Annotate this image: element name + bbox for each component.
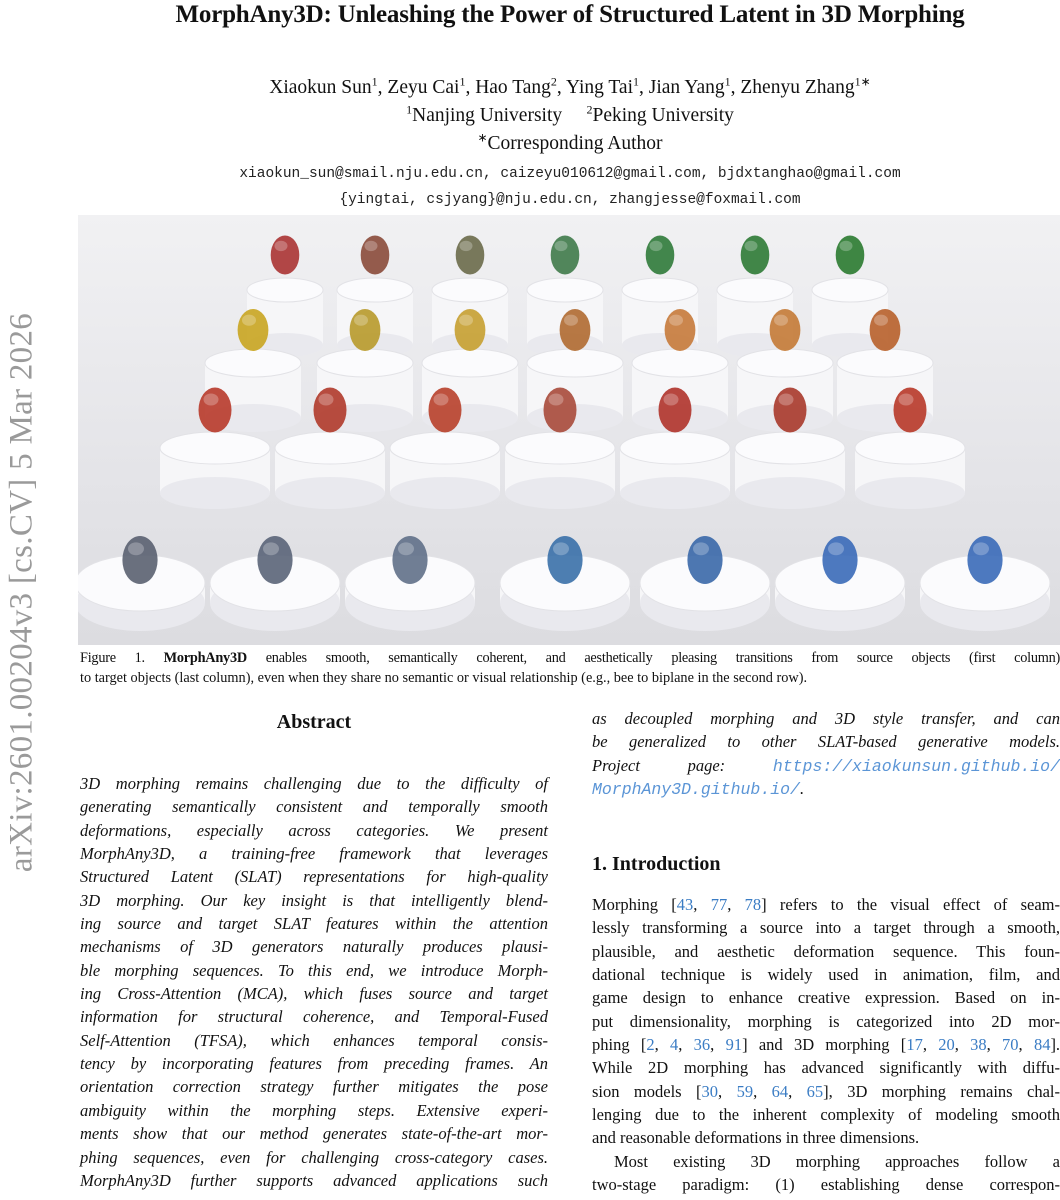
author-affiliation-mark: 1∗	[854, 74, 871, 89]
teaser-figure	[78, 215, 1060, 645]
pedestal-top	[717, 278, 793, 302]
text-line	[80, 1169, 548, 1192]
emails	[80, 161, 1060, 213]
pedestal-top	[622, 278, 698, 302]
text-run: and reasonable deformations in three dimensions.	[592, 1128, 920, 1148]
object-highlight	[128, 542, 144, 555]
object-highlight	[460, 241, 473, 251]
pedestal-top	[505, 432, 615, 464]
text-run: MorphAny3D, a training-free framework that leverages	[80, 844, 548, 864]
morph-object	[687, 536, 722, 584]
text-run: ,	[954, 1035, 971, 1055]
text-run: sion models [	[592, 1081, 702, 1101]
pedestal-base	[505, 477, 615, 509]
caption-text: enables smooth, semantically coherent, and aesthetically pleasing transitions from source objects (first column)	[265, 650, 1060, 666]
pedestal-top	[390, 432, 500, 464]
citation-link[interactable]: 38	[970, 1035, 987, 1055]
morph-object	[741, 236, 770, 275]
citation-link[interactable]: 59	[736, 1081, 754, 1101]
morph-object	[822, 536, 857, 584]
morph-object	[271, 236, 300, 275]
text-line	[80, 865, 548, 888]
affiliations	[80, 102, 1060, 130]
pedestal-top	[432, 278, 508, 302]
author-name: Ying Tai	[565, 77, 634, 98]
text-run: Structured Latent (SLAT) representations for high-quality	[80, 867, 548, 887]
citation-link[interactable]: 43	[676, 895, 694, 914]
object-highlight	[459, 315, 473, 326]
morph-object	[770, 309, 801, 351]
text-line	[80, 912, 548, 935]
pedestal-base	[275, 477, 385, 509]
citation-link[interactable]: 78	[744, 895, 762, 914]
caption-line: to target objects (last column), even when they share no semantic or visual relationship (e.g., bee to biplane in the second row).	[80, 670, 808, 686]
object-highlight	[774, 315, 788, 326]
corresponding-mark: ∗	[477, 130, 488, 145]
pedestal-top	[632, 349, 728, 377]
text-run: While 2D morphing has advanced significantly with diffu-	[592, 1058, 1060, 1078]
pedestal-base	[620, 477, 730, 509]
object-highlight	[669, 315, 683, 326]
text-run: two-stage paradigm: (1) establishing dense correspon-	[592, 1175, 1060, 1195]
author-block	[80, 74, 1060, 158]
morph-object	[199, 388, 232, 433]
affiliation-nanjing: Nanjing University	[412, 105, 563, 126]
morph-object	[894, 388, 927, 433]
abstract-body	[80, 772, 548, 1192]
text-run: dational technique is widely used in animation, film, and	[592, 965, 1060, 985]
project-page-link[interactable]: https://xiaokunsun.github.io/	[772, 756, 1060, 776]
text-line	[80, 959, 548, 982]
morph-object	[361, 236, 390, 275]
project-page-link[interactable]: MorphAny3D.github.io/	[592, 780, 800, 800]
paper-title: MorphAny3D: Unleashing the Power of Structured Latent in 3D Morphing	[175, 1, 965, 28]
caption-label: Figure 1.	[80, 650, 145, 666]
text-run: ,	[710, 1035, 726, 1055]
pedestal-base	[160, 477, 270, 509]
object-highlight	[319, 394, 334, 406]
text-line	[80, 1075, 548, 1098]
object-highlight	[204, 394, 219, 406]
pedestal-top	[422, 349, 518, 377]
morph-object	[659, 388, 692, 433]
text-run: ,	[718, 1081, 737, 1101]
pedestal-base	[390, 477, 500, 509]
pedestal-top	[205, 349, 301, 377]
morph-object	[547, 536, 582, 584]
morph-object	[551, 236, 580, 275]
text-run: ,	[1018, 1035, 1034, 1055]
object-highlight	[549, 394, 564, 406]
text-run: ing Cross-Attention (MCA), which fuses source and target	[80, 984, 548, 1004]
text-line	[592, 916, 1060, 939]
pedestal-top	[855, 432, 965, 464]
author-name: Xiaokun Sun	[269, 77, 372, 98]
object-highlight	[242, 315, 256, 326]
pedestal-top	[247, 278, 323, 302]
text-run: orientation correction strategy further mitigates the pose	[80, 1077, 548, 1097]
caption-bold: MorphAny3D	[163, 650, 247, 666]
citation-link[interactable]: 77	[710, 895, 728, 914]
text-line	[80, 1052, 548, 1075]
author-list: Xiaokun Sun$^1$, Zeyu Cai$^1$, Hao Tang$^2$, Ying Tai$^1$, Jian Yang$^1$, Zhenyu Zhang$^{1∗}$	[269, 74, 871, 98]
object-highlight	[693, 542, 709, 555]
citation-link[interactable]: 30	[701, 1081, 719, 1101]
text-run: Most existing 3D morphing approaches follow a	[614, 1151, 1060, 1171]
citation-link[interactable]: 20	[938, 1035, 955, 1055]
morph-object	[238, 309, 269, 351]
morph-object	[836, 236, 865, 275]
text-run: deformations, especially across categories. We present	[80, 820, 548, 840]
text-run: ,	[727, 895, 745, 914]
text-run: plausible, and aesthetic deformation sequence. This foun-	[592, 941, 1060, 961]
text-line	[80, 819, 548, 842]
text-run: game design to enhance creative expression. Based on in-	[592, 988, 1060, 1008]
text-run: mechanisms of 3D generators naturally produces plausi-	[80, 937, 548, 957]
morph-object	[392, 536, 427, 584]
text-line	[80, 1099, 548, 1122]
author-affiliation-mark: 1	[459, 74, 466, 89]
corresponding-note	[80, 130, 1060, 158]
text-line	[592, 893, 1060, 916]
text-run: ble morphing sequences. To this end, we introduce Morph-	[80, 960, 548, 980]
text-line	[592, 1150, 1060, 1173]
text-run: generating semantically consistent and temporally smooth	[80, 797, 548, 817]
text-run: ,	[986, 1035, 1003, 1055]
text-line	[592, 1010, 1060, 1033]
author-name: Hao Tang	[475, 77, 551, 98]
object-highlight	[275, 241, 288, 251]
text-line	[592, 730, 1060, 753]
object-highlight	[555, 241, 568, 251]
text-line	[592, 986, 1060, 1009]
citation-link[interactable]: 91	[725, 1035, 743, 1055]
text-run: 3D morphing remains challenging due to the difficulty of	[80, 774, 548, 793]
text-run: ambiguity within the morphing steps. Extensive experi-	[80, 1100, 548, 1120]
figure-caption	[80, 648, 1060, 688]
text-run: Morphing [	[592, 895, 677, 914]
morph-object	[646, 236, 675, 275]
text-run: information for structural coherence, and Temporal-Fused	[80, 1007, 548, 1027]
text-run: ], 3D morphing remains chal-	[823, 1081, 1060, 1101]
text-line	[592, 1126, 1060, 1149]
text-line	[80, 1146, 548, 1169]
object-highlight	[564, 315, 578, 326]
pedestal-top	[837, 349, 933, 377]
pedestal-top	[160, 432, 270, 464]
author-name: Zhenyu Zhang	[740, 77, 855, 98]
text-line	[80, 772, 548, 795]
morph-object	[456, 236, 485, 275]
citation-link[interactable]: 64	[771, 1081, 789, 1101]
citation-link[interactable]: 70	[1002, 1035, 1019, 1055]
citation-link[interactable]: 65	[806, 1081, 824, 1101]
text-line	[80, 935, 548, 958]
text-run: ] refers to the visual effect of seam-	[761, 895, 1060, 914]
text-run: ,	[693, 895, 711, 914]
morph-object	[350, 309, 381, 351]
object-highlight	[840, 241, 853, 251]
corresponding-text: Corresponding Author	[487, 133, 663, 154]
email-line: {yingtai, csjyang}@nju.edu.cn, zhangjesse@foxmail.com	[339, 192, 801, 208]
morph-object	[122, 536, 157, 584]
text-run: tency by incorporating features from preceding frames. An	[80, 1054, 548, 1074]
text-line	[80, 1029, 548, 1052]
text-line	[592, 754, 1060, 777]
text-line	[80, 842, 548, 865]
citation-link[interactable]: 84	[1033, 1035, 1051, 1055]
abstract-heading: Abstract	[276, 711, 352, 733]
caption-line	[80, 648, 1060, 668]
object-highlight	[263, 542, 279, 555]
morph-object	[774, 388, 807, 433]
text-run: ] and 3D morphing [	[742, 1035, 907, 1055]
text-run: MorphAny3D further supports advanced applications such	[80, 1170, 548, 1190]
object-highlight	[650, 241, 663, 251]
object-highlight	[398, 542, 414, 555]
object-highlight	[365, 241, 378, 251]
text-run: as decoupled morphing and 3D style transfer, and can	[592, 709, 1060, 728]
text-line	[592, 1173, 1060, 1196]
pedestal-base	[855, 477, 965, 509]
text-line	[80, 982, 548, 1005]
text-run: Self-Attention (TFSA), which enhances temporal consis-	[80, 1030, 548, 1050]
text-run: ,	[654, 1035, 671, 1055]
email-line: xiaokun_sun@smail.nju.edu.cn, caizeyu010612@gmail.com, bjdxtanghao@gmail.com	[239, 166, 901, 182]
pedestal-top	[527, 349, 623, 377]
object-highlight	[354, 315, 368, 326]
text-line	[80, 889, 548, 912]
pedestal-top	[527, 278, 603, 302]
text-run: be generalized to other SLAT-based generative models.	[592, 732, 1060, 752]
author-name: Jian Yang	[648, 77, 725, 98]
text-run: put dimensionality, morphing is categorized into 2D mor-	[592, 1011, 1060, 1031]
text-run: ments show that our method generates state-of-the-art mor-	[80, 1124, 548, 1144]
morph-object	[257, 536, 292, 584]
object-highlight	[899, 394, 914, 406]
morph-object	[429, 388, 462, 433]
object-highlight	[973, 542, 989, 555]
text-line	[592, 940, 1060, 963]
author-affiliation-mark: 1	[371, 74, 378, 89]
morph-object	[455, 309, 486, 351]
pedestal-top	[337, 278, 413, 302]
citation-link[interactable]: 2	[646, 1035, 655, 1055]
introduction-heading: 1. Introduction	[592, 853, 721, 875]
object-highlight	[664, 394, 679, 406]
author-affiliation-mark: 1	[724, 74, 731, 89]
citation-link[interactable]: 36	[693, 1035, 711, 1055]
pedestal-top	[317, 349, 413, 377]
affiliation-mark: 1	[406, 102, 413, 117]
morph-object	[314, 388, 347, 433]
object-highlight	[745, 241, 758, 251]
text-run: lessly transforming a source into a target through a smooth,	[592, 918, 1060, 938]
morph-object	[665, 309, 696, 351]
morph-object	[560, 309, 591, 351]
text-run: phing [	[592, 1035, 647, 1055]
text-line	[592, 1080, 1060, 1103]
text-line	[592, 1033, 1060, 1056]
author-name: Zeyu Cai	[387, 77, 460, 98]
morph-object	[870, 309, 901, 351]
text-line	[80, 1122, 548, 1145]
pedestal-top	[275, 432, 385, 464]
object-highlight	[434, 394, 449, 406]
object-highlight	[779, 394, 794, 406]
morph-object	[544, 388, 577, 433]
abstract-continued	[592, 707, 1060, 800]
text-run: ,	[922, 1035, 939, 1055]
author-affiliation-mark: 1	[633, 74, 640, 89]
text-run: ,	[678, 1035, 694, 1055]
text-run: .	[799, 779, 805, 799]
pedestal-top	[812, 278, 888, 302]
figure-image	[78, 215, 1060, 645]
right-column	[592, 707, 1060, 800]
pedestal-base	[735, 477, 845, 509]
citation-link[interactable]: 17	[906, 1035, 923, 1055]
text-run: ,	[753, 1081, 772, 1101]
object-highlight	[828, 542, 844, 555]
text-line	[592, 1103, 1060, 1126]
text-line	[592, 777, 1060, 800]
text-run: 3D morphing. Our key insight is that intelligently blend-	[80, 890, 548, 910]
author-affiliation-mark: 2	[550, 74, 557, 89]
citation-link[interactable]: 4	[670, 1035, 679, 1055]
arxiv-stamp: arXiv:2601.00204v3 [cs.CV] 5 Mar 2026	[3, 312, 40, 873]
object-highlight	[874, 315, 888, 326]
text-line	[80, 1005, 548, 1028]
text-line	[592, 1056, 1060, 1079]
affiliation-peking: Peking University	[592, 105, 734, 126]
text-run: Project page:	[592, 755, 773, 775]
text-run: ].	[1050, 1035, 1060, 1055]
text-run: phing sequences, even for challenging cross-category cases.	[80, 1147, 548, 1167]
text-run: lenging due to the inherent complexity of modeling smooth	[592, 1105, 1060, 1125]
affiliation-mark: 2	[586, 102, 593, 117]
text-line	[592, 963, 1060, 986]
morph-object	[967, 536, 1002, 584]
text-run: ,	[788, 1081, 807, 1101]
text-run: ing source and target SLAT features within the attention	[80, 914, 548, 934]
text-line	[80, 795, 548, 818]
text-line	[592, 707, 1060, 730]
introduction-body	[592, 893, 1060, 1196]
pedestal-top	[620, 432, 730, 464]
pedestal-top	[737, 349, 833, 377]
object-highlight	[553, 542, 569, 555]
pedestal-top	[735, 432, 845, 464]
